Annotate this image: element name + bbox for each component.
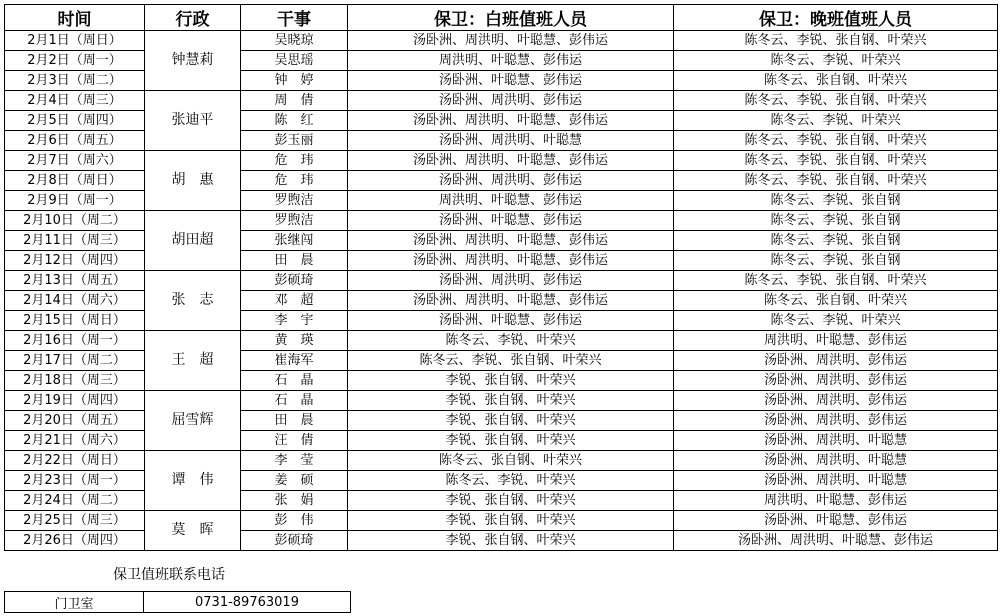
night-guard-cell: 陈冬云、张自钢、叶荣兴 xyxy=(674,291,998,311)
date-cell: 2月19日（周四） xyxy=(5,391,145,411)
date-cell: 2月8日（周日） xyxy=(5,171,145,191)
night-guard-cell: 陈冬云、李锐、张自钢、叶荣兴 xyxy=(674,151,998,171)
phone-row xyxy=(5,592,351,613)
night-guard-cell: 陈冬云、李锐、叶荣兴 xyxy=(674,51,998,71)
day-guard-cell: 汤卧洲、周洪明、彭伟运 xyxy=(348,271,674,291)
day-guard-cell: 周洪明、叶聪慧、彭伟运 xyxy=(348,51,674,71)
date-cell: 2月14日（周六） xyxy=(5,291,145,311)
officer-cell: 彭玉丽 xyxy=(241,131,348,151)
night-guard-cell: 汤卧洲、周洪明、叶聪慧 xyxy=(674,471,998,491)
officer-cell: 邓 超 xyxy=(241,291,348,311)
night-guard-cell: 陈冬云、李锐、张自钢 xyxy=(674,231,998,251)
officer-cell: 钟 婷 xyxy=(241,71,348,91)
date-cell: 2月1日（周日） xyxy=(5,31,145,51)
officer-cell: 危 玮 xyxy=(241,171,348,191)
table-row xyxy=(5,391,998,411)
date-cell: 2月18日（周三） xyxy=(5,371,145,391)
officer-cell: 彭硕琦 xyxy=(241,531,348,551)
officer-cell: 田 晨 xyxy=(241,251,348,271)
night-guard-cell: 汤卧洲、周洪明、彭伟运 xyxy=(674,391,998,411)
night-guard-cell: 周洪明、叶聪慧、彭伟运 xyxy=(674,331,998,351)
day-guard-cell: 周洪明、叶聪慧、彭伟运 xyxy=(348,191,674,211)
night-guard-cell: 陈冬云、李锐、张自钢 xyxy=(674,251,998,271)
admin-cell: 屈雪辉 xyxy=(145,391,241,451)
officer-cell: 崔海军 xyxy=(241,351,348,371)
officer-cell: 彭硕琦 xyxy=(241,271,348,291)
day-guard-cell: 陈冬云、李锐、叶荣兴 xyxy=(348,331,674,351)
admin-cell: 王 超 xyxy=(145,331,241,391)
officer-cell: 李 莹 xyxy=(241,451,348,471)
admin-cell: 张 志 xyxy=(145,271,241,331)
officer-cell: 罗煦洁 xyxy=(241,191,348,211)
phone-section-title: 保卫值班联系电话 xyxy=(113,567,225,583)
table-row xyxy=(5,271,998,291)
officer-cell: 黄 瑛 xyxy=(241,331,348,351)
date-cell: 2月11日（周三） xyxy=(5,231,145,251)
admin-cell: 谭 伟 xyxy=(145,451,241,511)
night-guard-cell: 陈冬云、李锐、张自钢、叶荣兴 xyxy=(674,171,998,191)
officer-cell: 吴思瑶 xyxy=(241,51,348,71)
date-cell: 2月25日（周三） xyxy=(5,511,145,531)
night-guard-cell: 陈冬云、李锐、张自钢、叶荣兴 xyxy=(674,131,998,151)
day-guard-cell: 陈冬云、李锐、叶荣兴 xyxy=(348,471,674,491)
day-guard-cell: 陈冬云、张自钢、叶荣兴 xyxy=(348,451,674,471)
day-guard-cell: 汤卧洲、叶聪慧、彭伟运 xyxy=(348,71,674,91)
date-cell: 2月26日（周四） xyxy=(5,531,145,551)
roster-body xyxy=(5,31,998,551)
header-day-guard: 保卫：白班值班人员 xyxy=(348,5,674,31)
day-guard-cell: 汤卧洲、周洪明、彭伟运 xyxy=(348,91,674,111)
date-cell: 2月5日（周四） xyxy=(5,111,145,131)
day-guard-cell: 汤卧洲、周洪明、叶聪慧、彭伟运 xyxy=(348,291,674,311)
day-guard-cell: 李锐、张自钢、叶荣兴 xyxy=(348,491,674,511)
admin-cell: 钟慧莉 xyxy=(145,31,241,91)
date-cell: 2月12日（周四） xyxy=(5,251,145,271)
date-cell: 2月2日（周一） xyxy=(5,51,145,71)
day-guard-cell: 李锐、张自钢、叶荣兴 xyxy=(348,411,674,431)
date-cell: 2月15日（周日） xyxy=(5,311,145,331)
night-guard-cell: 汤卧洲、周洪明、叶聪慧 xyxy=(674,431,998,451)
night-guard-cell: 陈冬云、李锐、叶荣兴 xyxy=(674,111,998,131)
day-guard-cell: 李锐、张自钢、叶荣兴 xyxy=(348,431,674,451)
day-guard-cell: 汤卧洲、周洪明、叶聪慧 xyxy=(348,131,674,151)
day-guard-cell: 李锐、张自钢、叶荣兴 xyxy=(348,391,674,411)
date-cell: 2月17日（周二） xyxy=(5,351,145,371)
date-cell: 2月9日（周一） xyxy=(5,191,145,211)
table-row xyxy=(5,331,998,351)
table-row xyxy=(5,151,998,171)
officer-cell: 田 晨 xyxy=(241,411,348,431)
day-guard-cell: 汤卧洲、周洪明、叶聪慧、彭伟运 xyxy=(348,251,674,271)
night-guard-cell: 汤卧洲、周洪明、叶聪慧 xyxy=(674,451,998,471)
date-cell: 2月10日（周二） xyxy=(5,211,145,231)
day-guard-cell: 汤卧洲、周洪明、叶聪慧、彭伟运 xyxy=(348,31,674,51)
date-cell: 2月7日（周六） xyxy=(5,151,145,171)
night-guard-cell: 陈冬云、李锐、张自钢 xyxy=(674,211,998,231)
night-guard-cell: 汤卧洲、周洪明、彭伟运 xyxy=(674,351,998,371)
night-guard-cell: 陈冬云、李锐、张自钢、叶荣兴 xyxy=(674,91,998,111)
table-row xyxy=(5,511,998,531)
header-row xyxy=(5,5,998,31)
officer-cell: 张 娟 xyxy=(241,491,348,511)
officer-cell: 张继闯 xyxy=(241,231,348,251)
day-guard-cell: 汤卧洲、周洪明、叶聪慧、彭伟运 xyxy=(348,111,674,131)
night-guard-cell: 陈冬云、张自钢、叶荣兴 xyxy=(674,71,998,91)
phone-table xyxy=(4,591,351,613)
date-cell: 2月13日（周五） xyxy=(5,271,145,291)
header-night-guard: 保卫：晚班值班人员 xyxy=(674,5,998,31)
admin-cell: 胡田超 xyxy=(145,211,241,271)
phone-number: 0731-89763019 xyxy=(144,592,351,613)
night-guard-cell: 汤卧洲、周洪明、彭伟运 xyxy=(674,371,998,391)
table-row xyxy=(5,211,998,231)
day-guard-cell: 李锐、张自钢、叶荣兴 xyxy=(348,511,674,531)
officer-cell: 姜 硕 xyxy=(241,471,348,491)
table-row xyxy=(5,91,998,111)
header-time: 时间 xyxy=(5,5,145,31)
date-cell: 2月23日（周一） xyxy=(5,471,145,491)
officer-cell: 石 晶 xyxy=(241,391,348,411)
admin-cell: 莫 晖 xyxy=(145,511,241,551)
date-cell: 2月3日（周二） xyxy=(5,71,145,91)
officer-cell: 彭 伟 xyxy=(241,511,348,531)
date-cell: 2月21日（周六） xyxy=(5,431,145,451)
night-guard-cell: 陈冬云、李锐、叶荣兴 xyxy=(674,311,998,331)
date-cell: 2月6日（周五） xyxy=(5,131,145,151)
date-cell: 2月4日（周三） xyxy=(5,91,145,111)
day-guard-cell: 李锐、张自钢、叶荣兴 xyxy=(348,371,674,391)
night-guard-cell: 汤卧洲、周洪明、彭伟运 xyxy=(674,411,998,431)
admin-cell: 胡 惠 xyxy=(145,151,241,211)
day-guard-cell: 陈冬云、李锐、张自钢、叶荣兴 xyxy=(348,351,674,371)
date-cell: 2月20日（周五） xyxy=(5,411,145,431)
duty-roster-table xyxy=(4,4,998,551)
date-cell: 2月16日（周一） xyxy=(5,331,145,351)
table-row xyxy=(5,451,998,471)
phone-label: 门卫室 xyxy=(5,592,144,613)
admin-cell: 张迪平 xyxy=(145,91,241,151)
officer-cell: 周 倩 xyxy=(241,91,348,111)
night-guard-cell: 汤卧洲、周洪明、叶聪慧、彭伟运 xyxy=(674,531,998,551)
officer-cell: 李 宇 xyxy=(241,311,348,331)
day-guard-cell: 汤卧洲、叶聪慧、彭伟运 xyxy=(348,211,674,231)
header-admin: 行政 xyxy=(145,5,241,31)
header-officer: 干事 xyxy=(241,5,348,31)
officer-cell: 陈 红 xyxy=(241,111,348,131)
date-cell: 2月22日（周日） xyxy=(5,451,145,471)
day-guard-cell: 汤卧洲、周洪明、叶聪慧、彭伟运 xyxy=(348,231,674,251)
officer-cell: 吴晓琼 xyxy=(241,31,348,51)
night-guard-cell: 汤卧洲、叶聪慧、彭伟运 xyxy=(674,511,998,531)
night-guard-cell: 陈冬云、李锐、张自钢、叶荣兴 xyxy=(674,31,998,51)
night-guard-cell: 陈冬云、李锐、张自钢 xyxy=(674,191,998,211)
table-row xyxy=(5,31,998,51)
officer-cell: 罗煦洁 xyxy=(241,211,348,231)
officer-cell: 汪 倩 xyxy=(241,431,348,451)
officer-cell: 石 晶 xyxy=(241,371,348,391)
day-guard-cell: 汤卧洲、周洪明、叶聪慧、彭伟运 xyxy=(348,151,674,171)
day-guard-cell: 李锐、张自钢、叶荣兴 xyxy=(348,531,674,551)
date-cell: 2月24日（周二） xyxy=(5,491,145,511)
night-guard-cell: 周洪明、叶聪慧、彭伟运 xyxy=(674,491,998,511)
officer-cell: 危 玮 xyxy=(241,151,348,171)
night-guard-cell: 陈冬云、李锐、张自钢、叶荣兴 xyxy=(674,271,998,291)
day-guard-cell: 汤卧洲、叶聪慧、彭伟运 xyxy=(348,311,674,331)
day-guard-cell: 汤卧洲、周洪明、彭伟运 xyxy=(348,171,674,191)
